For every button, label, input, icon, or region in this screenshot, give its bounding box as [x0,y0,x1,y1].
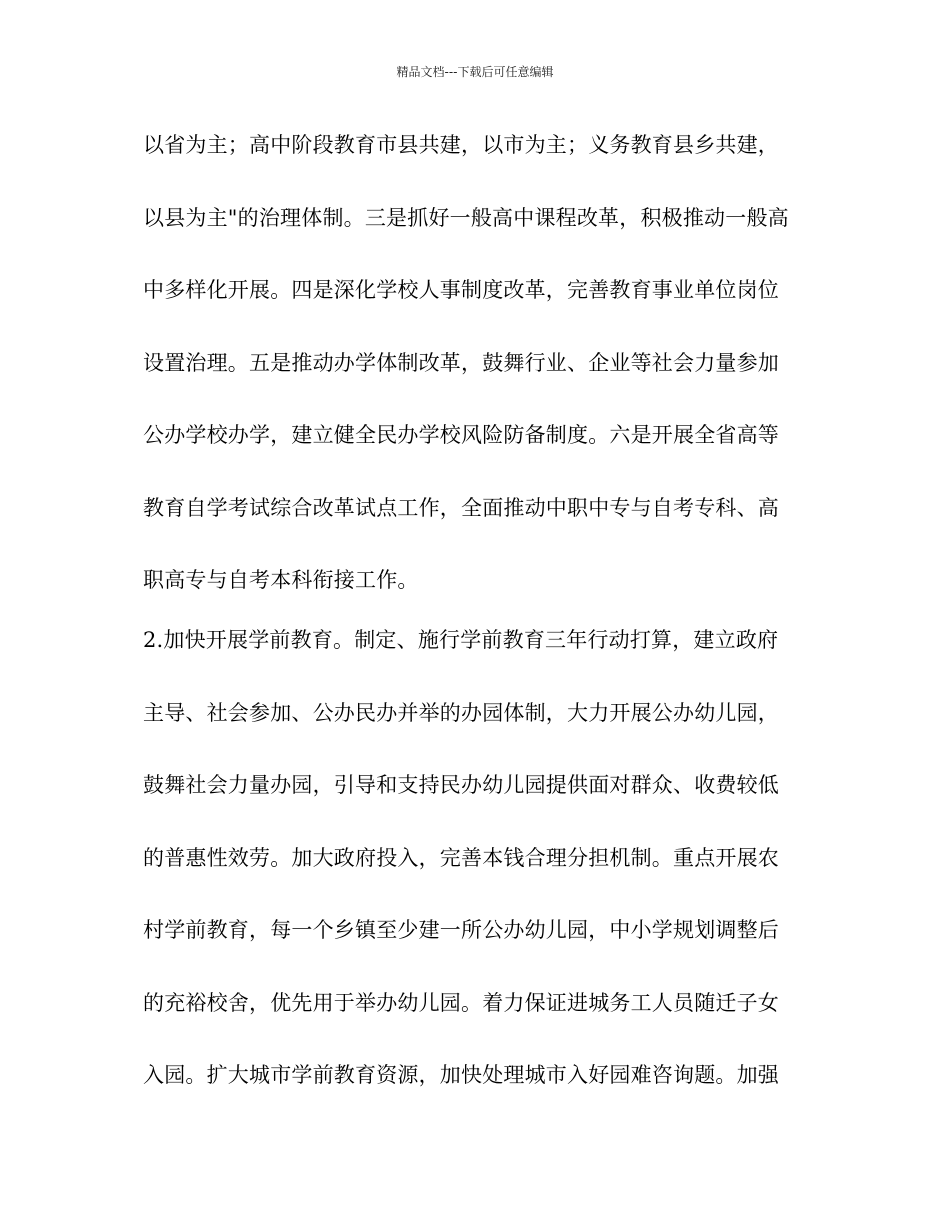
text-line: 主导、社会参加、公办民办并举的办园体制，大力开展公办幼儿园， [143,701,779,725]
page-header: 精品文档---下载后可任意编辑 [396,65,554,79]
text-line: 职高专与自考本科衔接工作。 [143,568,419,592]
text-line: 村学前教育，每一个乡镇至少建一所公办幼儿园，中小学规划调整后 [143,918,779,942]
text-line: 鼓舞社会力量办园，引导和支持民办幼儿园提供面对群众、收费较低 [143,773,779,797]
text-line: 设置治理。五是推动办学体制改革，鼓舞行业、企业等社会力量参加 [143,351,779,375]
text-line: 公办学校办学，建立健全民办学校风险防备制度。六是开展全省高等 [143,423,779,447]
text-line: 中多样化开展。四是深化学校人事制度改革，完善教育事业单位岗位 [143,278,779,302]
text-line: 入园。扩大城市学前教育资源，加快处理城市入好园难咨询题。加强 [143,1063,779,1087]
text-line: 的充裕校舍，优先用于举办幼儿园。着力保证进城务工人员随迁子女 [143,991,779,1015]
text-line: 2.加快开展学前教育。制定、施行学前教育三年行动打算，建立政府 [143,628,779,652]
text-line: 的普惠性效劳。加大政府投入，完善本钱合理分担机制。重点开展农 [143,846,779,870]
text-line: 以省为主；高中阶段教育市县共建，以市为主；义务教育县乡共建， [143,133,779,157]
text-line: 教育自学考试综合改革试点工作，全面推动中职中专与自考专科、高 [143,496,779,520]
text-line: 以县为主"的治理体制。三是抓好一般高中课程改革，积极推动一般高 [143,206,789,230]
